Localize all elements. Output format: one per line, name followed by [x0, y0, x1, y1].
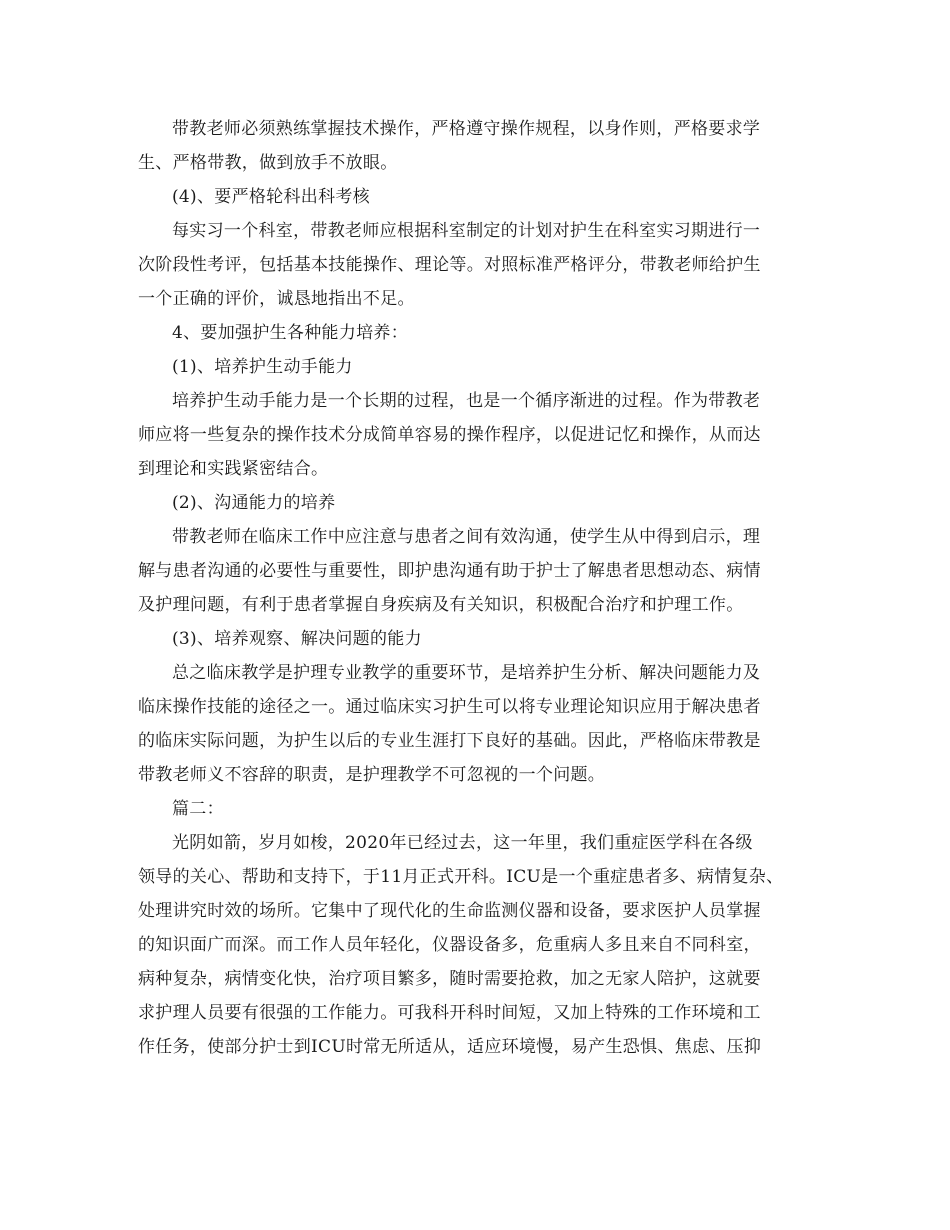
text-line: 每实习一个科室，带教老师应根据科室制定的计划对护生在科室实习期进行一 [172, 221, 761, 241]
text-line: (4)、要严格轮科出科考核 [172, 187, 370, 207]
text-line: 带教老师义不容辞的职责，是护理教学不可忽视的一个问题。 [138, 765, 606, 785]
text-line: 解与患者沟通的必要性与重要性，即护患沟通有助于护士了解患者思想动态、病情 [138, 561, 761, 581]
paragraph [138, 826, 820, 1064]
paragraph [138, 622, 820, 656]
paragraph [138, 350, 820, 384]
text-line: (2)、沟通能力的培养 [172, 493, 336, 513]
paragraph [138, 486, 820, 520]
text-line: 的临床实际问题，为护生以后的专业生涯打下良好的基础。因此，严格临床带教是 [138, 731, 761, 751]
text-line: 求护理人员要有很强的工作能力。可我科开科时间短，又加上特殊的工作环境和工 [138, 1003, 761, 1023]
paragraph [138, 180, 820, 214]
document-page [138, 112, 820, 1064]
text-line: 培养护生动手能力是一个长期的过程，也是一个循序渐进的过程。作为带教老 [172, 391, 761, 411]
text-line: (1)、培养护生动手能力 [172, 357, 353, 377]
text-line: 一个正确的评价，诚恳地指出不足。 [138, 289, 415, 309]
paragraph [138, 384, 820, 486]
text-line: 领导的关心、帮助和支持下，于11月正式开科。ICU是一个重症患者多、病情复杂、 [138, 867, 784, 887]
paragraph [138, 656, 820, 792]
text-line: 生、严格带教，做到放手不放眼。 [138, 153, 398, 173]
text-line: (3)、培养观察、解决问题的能力 [172, 629, 422, 649]
text-line: 临床操作技能的途径之一。通过临床实习护生可以将专业理论知识应用于解决患者 [138, 697, 761, 717]
text-line: 处理讲究时效的场所。它集中了现代化的生命监测仪器和设备，要求医护人员掌握 [138, 901, 761, 921]
paragraph [138, 520, 820, 622]
paragraph [138, 792, 820, 826]
text-line: 次阶段性考评，包括基本技能操作、理论等。对照标准严格评分，带教老师给护生 [138, 255, 761, 275]
paragraph [138, 316, 820, 350]
text-line: 作任务，使部分护士到ICU时常无所适从，适应环境慢，易产生恐惧、焦虑、压抑 [138, 1037, 762, 1057]
text-line: 4、要加强护生各种能力培养： [172, 323, 409, 343]
text-line: 带教老师在临床工作中应注意与患者之间有效沟通，使学生从中得到启示，理 [172, 527, 761, 547]
text-line: 及护理问题，有利于患者掌握自身疾病及有关知识，积极配合治疗和护理工作。 [138, 595, 744, 615]
paragraph [138, 214, 820, 316]
text-line: 病种复杂，病情变化快，治疗项目繁多，随时需要抢救，加之无家人陪护，这就要 [138, 969, 761, 989]
text-line: 篇二： [172, 799, 224, 819]
text-line: 到理论和实践紧密结合。 [138, 459, 329, 479]
text-line: 师应将一些复杂的操作技术分成简单容易的操作程序，以促进记忆和操作，从而达 [138, 425, 761, 445]
text-line: 总之临床教学是护理专业教学的重要环节，是培养护生分析、解决问题能力及 [172, 663, 761, 683]
text-line: 光阴如箭，岁月如梭，2020年已经过去，这一年里，我们重症医学科在各级 [172, 833, 753, 853]
paragraph [138, 112, 820, 180]
text-line: 带教老师必须熟练掌握技术操作，严格遵守操作规程，以身作则，严格要求学 [172, 119, 761, 139]
text-line: 的知识面广而深。而工作人员年轻化，仪器设备多，危重病人多且来自不同科室， [138, 935, 761, 955]
